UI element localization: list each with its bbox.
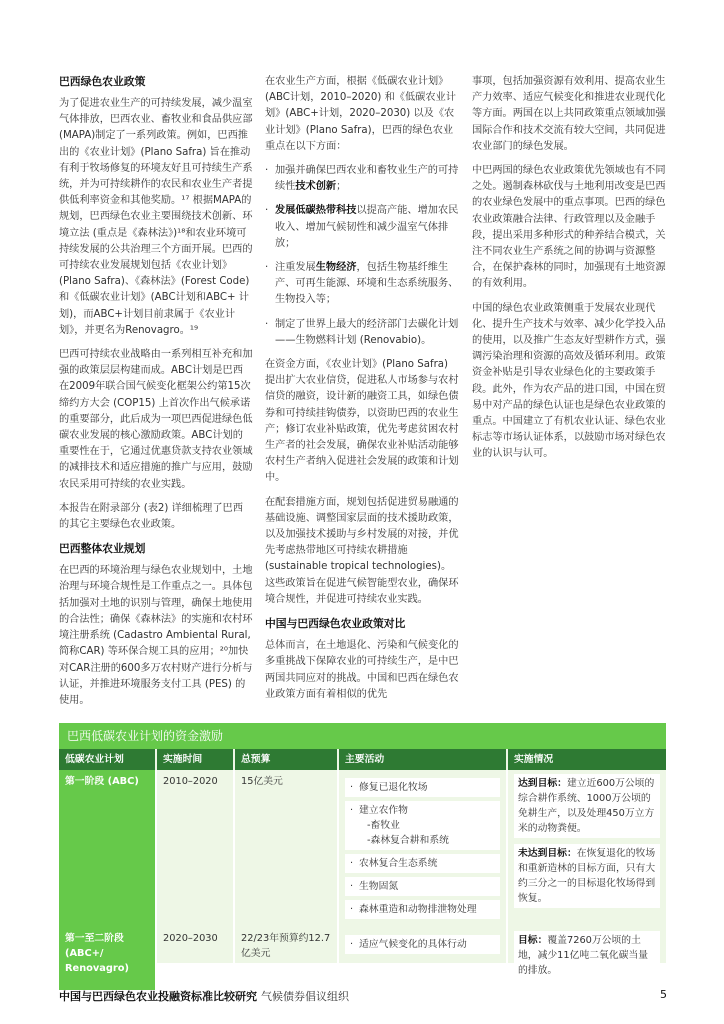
column-header: 总预算 — [234, 749, 338, 770]
paragraph: 本报告在附录部分 (表2) 详细梳理了巴西的其它主要绿色农业政策。 — [59, 502, 243, 531]
table-cell — [338, 927, 507, 990]
activity-item: · 生物固氮 — [345, 877, 500, 896]
activity-item: · 农林复合生态系统 — [345, 854, 500, 873]
result-block: 达到目标：建立近600万公顷的综合耕作系统、1000万公顷的免耕生产，以及处理450万立方米的动物粪便。 — [514, 774, 660, 838]
column-middle — [265, 74, 460, 711]
table-cell — [507, 770, 666, 927]
table-cell: 15亿美元 — [234, 770, 338, 927]
table-cell: 22/23年预算约12.7亿美元 — [234, 927, 338, 990]
activity-item: · 适应气候变化的具体行动 — [345, 935, 500, 954]
organization-name: 气候债券倡议组织 — [261, 990, 349, 1003]
paragraph: 总体而言，在土地退化、污染和气候变化的多重挑战下保障农业的可持续生产，是中巴两国共同应对的挑战。中国和巴西在绿色农业政策方面有着相似的优先 — [265, 640, 459, 700]
funding-table-box — [59, 723, 666, 976]
table-cell — [507, 927, 666, 990]
paragraph: 中国的绿色农业政策侧重于发展农业现代化、提升生产技术与效率、减少化学投入品的使用，以及推广生态友好型耕作方式，强调污染治理和资源的高效及循环利用。政策资金补贴是引导农业绿色化的主要政策手段。此外，作为农产品的进口国，中国在贸易中对产品的绿色认证也是绿色农业政策的重点。中国建立了有机农业认证、绿色农业标志等市场认证体系，以鼓励市场对绿色农业的认识与认可。 — [472, 302, 666, 460]
report-title: 中国与巴西绿色农业投融资标准比较研究 — [59, 990, 257, 1003]
result-block: 未达到目标：在恢复退化的牧场和重新造林的目标方面，只有大约三分之一的目标退化牧场得到恢复。 — [514, 844, 660, 908]
column-header: 实施情况 — [507, 749, 666, 770]
list-item: · 发展低碳热带科技以提高产能、增加农民收入、增加气候韧性和减少温室气体排放； — [265, 203, 460, 252]
table-header-row — [59, 749, 666, 770]
activity-item: · 森林重造和动物排泄物处理 — [345, 900, 500, 919]
section-heading: 中国与巴西绿色农业政策对比 — [265, 617, 406, 631]
column-left — [59, 74, 253, 717]
table-row — [59, 770, 666, 927]
column-header: 实施时间 — [156, 749, 234, 770]
list-item: · 制定了世界上最大的经济部门去碳化计划——生物燃料计划 (Renovabio)。 — [265, 317, 460, 349]
paragraph: 巴西可持续农业战略由一系列相互补充和加强的政策层层构建而成。ABC计划是巴西在2009年联合国气候变化框架公约第15次缔约方大会 (COP15) 上首次作出气候承诺的重要部分，此后成为一项巴西促进绿色低碳农业发展的核心激励政策。ABC计划的重要性在于，它通过优惠贷款支持农业领域的减排技术和适应措施的推广与应用，鼓励农民采用可持续的农业实践。 — [59, 349, 253, 490]
funding-table — [59, 749, 666, 990]
result-block: 目标：覆盖7260万公顷的土地，减少11亿吨二氧化碳当量的排放。 — [514, 931, 660, 980]
column-header: 低碳农业计划 — [59, 749, 156, 770]
activity-list — [345, 778, 500, 919]
paragraph: 在资金方面，《农业计划》(Plano Safra) 提出扩大农业信贷，促进私人市场参与农村信贷的融资，设计新的融资工具，如绿色债券和可持续挂钩债券，以资助巴西的农业生产；修订农业补贴政策，优先考虑贫困农村生产者的社会发展，确保农业补贴活动能够农村生产者纳入促进社会发展的政策和计划中。 — [265, 359, 459, 484]
table-cell: 2020–2030 — [156, 927, 234, 990]
activity-item: · 建立农作物 -畜牧业 -森林复合耕和系统 — [345, 801, 500, 850]
section-heading: 巴西绿色农业政策 — [59, 75, 146, 88]
activity-item: · 修复已退化牧场 — [345, 778, 500, 797]
table-cell — [338, 770, 507, 927]
row-label: 第一至二阶段 (ABC+/ Renovagro) — [59, 927, 156, 990]
page-footer — [59, 988, 349, 1004]
list-item: · 加强并确保巴西农业和畜牧业生产的可持续性技术创新； — [265, 163, 460, 195]
list-item: · 注重发展生物经济，包括生物基纤维生产、可再生能源、环境和生态系统服务、生物投入等； — [265, 260, 460, 309]
column-header: 主要活动 — [338, 749, 507, 770]
table-row — [59, 927, 666, 990]
activity-list — [345, 935, 500, 954]
paragraph: 在配套措施方面，规划包括促进贸易融通的基础设施、调整国家层面的技术援助政策，以及加强技术援助与乡村发展的对接，并优先考虑热带地区可持续农耕措施 (sustainable tropical technologies)。这些政策旨在促进气候智能型农业，确保环境合规性，并促进可持续农业实践。 — [265, 496, 459, 605]
row-label: 第一阶段 (ABC) — [59, 770, 156, 927]
table-title: 巴西低碳农业计划的资金激励 — [59, 723, 666, 749]
paragraph: 事项，包括加强资源有效利用、提高农业生产力效率、适应气候变化和推进农业现代化等方面。两国在以上共同政策重点领域加强国际合作和技术交流有较大空间，共同促进农业部门的绿色发展。 — [472, 76, 666, 152]
bullet-list — [265, 163, 460, 349]
page-number: 5 — [660, 988, 667, 1001]
column-right — [472, 74, 668, 471]
paragraph: 在巴西的环境治理与绿色农业规划中，土地治理与环境合规性是工作重点之一。具体包括加强对土地的识别与管理，确保土地使用的合法性；确保《森林法》的实施和农村环境注册系统 (Cadastro Ambiental Rural, 简称CAR) 等环保合规工具的应用；²⁰加快对CAR注册的600多万农村财产进行分析与认证，并推进环境服务支付工具 (PES) 的使用。 — [59, 565, 253, 706]
paragraph: 为了促进农业生产的可持续发展，减少温室气体排放，巴西农业、畜牧业和食品供应部(MAPA)制定了一系列政策。例如，巴西推出的《农业计划》(Plano Safra) 旨在推动有利于牧场修复的环境友好且可持续生产系统，并为可持续耕作的农民和农业生产者提供低利率资金和其他奖励。¹⁷ 根据MAPA的规划，巴西绿色农业主要围绕技术创新、环境立法 (重点是《森林法》)¹⁸和农业环境可持续发展的公共治理三个方面开展。巴西的可持续农业发展规划包括《农业计划》(Plano Safra)、《森林法》(Forest Code) 和《低碳农业计划》(ABC计划和ABC+ 计划)，而ABC+计划目前隶属于《农业计划》，并更名为Renovagro。¹⁹ — [59, 98, 253, 336]
paragraph: 在农业生产方面，根据《低碳农业计划》(ABC计划，2010–2020) 和《低碳农业计划》(ABC+计划，2020–2030) 以及《农业计划》(Plano Safra)，巴西的绿色农业重点在以下方面： — [265, 76, 456, 152]
section-heading: 巴西整体农业规划 — [59, 542, 146, 556]
table-cell: 2010–2020 — [156, 770, 234, 927]
paragraph: 中巴两国的绿色农业政策优先领域也有不同之处。遏制森林砍伐与土地利用改变是巴西的农业绿色发展中的重点事项。巴西的绿色农业政策融合法律、行政管理以及金融手段，提出采用多种形式的种养结合模式，关注不同农业生产系统之间的协调与资源整合，在保护森林的同时，加强现有土地资源的有效利用。 — [472, 165, 666, 290]
